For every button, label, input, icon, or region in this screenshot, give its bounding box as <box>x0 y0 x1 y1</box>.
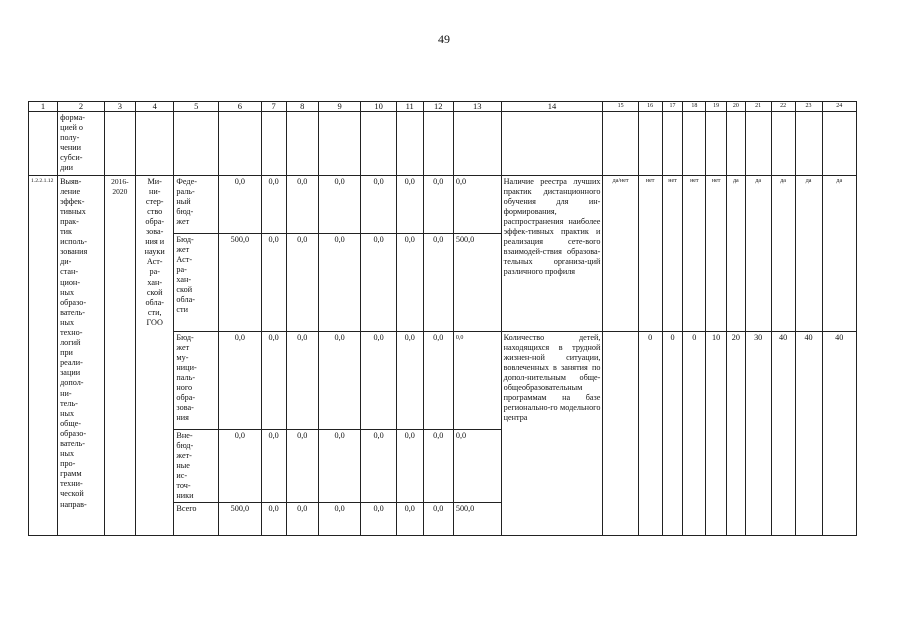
header-cell: 18 <box>683 102 706 112</box>
indicator-value: 20 <box>727 331 746 536</box>
header-cell: 24 <box>822 102 856 112</box>
funding-value: 500,0 <box>219 233 262 331</box>
table-cell <box>727 112 746 176</box>
indicator-text: Наличие реестра лучших практик дистанционного обучения для ин-формирования, распространения наиболее эффек-тивных практик и реализация сете-вого взаимодей-ствия образова-тельных организа-ций различного профиля <box>501 175 603 331</box>
funding-value: 0,0 <box>261 331 286 429</box>
table-cell <box>361 112 396 176</box>
funding-value: 0,0 <box>219 175 262 233</box>
indicator-value: да <box>795 175 822 331</box>
header-cell: 15 <box>603 102 638 112</box>
table-cell <box>286 112 318 176</box>
table-cell <box>135 112 173 176</box>
funding-value: 0,0 <box>423 331 453 429</box>
funding-value: 500,0 <box>219 503 262 536</box>
indicator-value: нет <box>638 175 662 331</box>
funding-value: 0,0 <box>361 429 396 503</box>
indicator-unit <box>603 331 638 536</box>
header-cell: 12 <box>423 102 453 112</box>
funding-value: 0,0 <box>318 503 361 536</box>
header-cell: 3 <box>104 102 135 112</box>
indicator-text: Количество детей, находящихся в трудной жизнен-ной ситуации, вовлеченных в занятия по допол-нительным обще-общеобразовательным программам на базе регионально-го модельного центра <box>501 331 603 536</box>
funding-value: 0,0 <box>423 175 453 233</box>
page-number: 49 <box>438 32 450 46</box>
table-header-row <box>29 102 857 112</box>
funding-value: 0,0 <box>423 233 453 331</box>
header-cell: 7 <box>261 102 286 112</box>
funding-value: 0,0 <box>453 175 501 233</box>
header-cell: 2 <box>58 102 105 112</box>
indicator-value: нет <box>662 175 683 331</box>
table-cell <box>318 112 361 176</box>
table-cell <box>396 112 423 176</box>
funding-value: 0,0 <box>453 429 501 503</box>
continuation-row <box>29 112 857 176</box>
header-cell: 19 <box>706 102 727 112</box>
table-cell <box>795 112 822 176</box>
funding-value: 0,0 <box>261 429 286 503</box>
table-cell <box>662 112 683 176</box>
table-cell <box>104 112 135 176</box>
indicator-value: нет <box>683 175 706 331</box>
header-cell: 16 <box>638 102 662 112</box>
program-measures-table <box>28 101 857 536</box>
funding-value: 0,0 <box>286 503 318 536</box>
indicator-value: да <box>771 175 795 331</box>
funding-source-label: Бюд- жет Аст- ра- хан- ской обла- сти <box>174 233 219 331</box>
table-cell <box>423 112 453 176</box>
funding-value: 0,0 <box>361 331 396 429</box>
indicator-value: да <box>727 175 746 331</box>
funding-value: 0,0 <box>286 429 318 503</box>
table-cell <box>29 112 58 176</box>
funding-source-label: Феде- раль- ный бюд- жет <box>174 175 219 233</box>
header-cell: 20 <box>727 102 746 112</box>
funding-value: 0,0 <box>318 429 361 503</box>
table-cell <box>501 112 603 176</box>
indicator-value: 40 <box>822 331 856 536</box>
funding-value: 0,0 <box>361 175 396 233</box>
indicator-value: 0 <box>683 331 706 536</box>
header-cell: 9 <box>318 102 361 112</box>
header-cell: 23 <box>795 102 822 112</box>
funding-value: 0,0 <box>361 503 396 536</box>
funding-value: 0,0 <box>396 175 423 233</box>
funding-value: 0,0 <box>423 429 453 503</box>
indicator-value: 10 <box>706 331 727 536</box>
funding-source-label: Всего <box>174 503 219 536</box>
funding-value: 0,0 <box>219 331 262 429</box>
funding-value: 0,0 <box>396 429 423 503</box>
table-cell <box>771 112 795 176</box>
continued-measure-text: форма- цией о полу- чении субси- дии <box>58 112 105 176</box>
table-cell <box>822 112 856 176</box>
indicator-value: да <box>822 175 856 331</box>
header-cell: 10 <box>361 102 396 112</box>
funding-value: 500,0 <box>453 233 501 331</box>
table-cell <box>453 112 501 176</box>
table-cell <box>261 112 286 176</box>
indicator-value: да <box>745 175 771 331</box>
header-cell: 14 <box>501 102 603 112</box>
indicator-unit: да/нет <box>603 175 638 331</box>
indicator-value: 0 <box>662 331 683 536</box>
table-cell <box>638 112 662 176</box>
funding-value: 0,0 <box>396 503 423 536</box>
header-cell: 4 <box>135 102 173 112</box>
funding-value: 0,0 <box>261 175 286 233</box>
funding-value: 500,0 <box>453 503 501 536</box>
funding-source-label: Вне- бюд- жет- ные ис- точ- ники <box>174 429 219 503</box>
measure-period: 2016- 2020 <box>104 175 135 536</box>
indicator-value: нет <box>706 175 727 331</box>
table-row <box>29 175 857 233</box>
header-cell: 5 <box>174 102 219 112</box>
table-cell <box>706 112 727 176</box>
indicator-value: 0 <box>638 331 662 536</box>
table-cell <box>683 112 706 176</box>
funding-source-label: Бюд- жет му- ници- паль- ного обра- зова- ния <box>174 331 219 429</box>
table-cell <box>219 112 262 176</box>
funding-value: 0,0 <box>219 429 262 503</box>
measure-executor: Ми- ни- стер- ство обра- зова- ния и науки Аст- ра- хан- ской обла- сти, ГОО <box>135 175 173 536</box>
header-cell: 11 <box>396 102 423 112</box>
measure-name: Выяв- ление эффек- тивных прак- тик исполь- зования ди- стан- цион- ных образо- ватель- ных техно- логий при реали- зации допол- ни- тель- ных обще- образо- ватель- ных про- грамм техни- ческой направ- <box>58 175 105 536</box>
table-cell <box>174 112 219 176</box>
funding-value: 0,0 <box>453 331 501 429</box>
funding-value: 0,0 <box>318 331 361 429</box>
header-cell: 17 <box>662 102 683 112</box>
funding-value: 0,0 <box>261 233 286 331</box>
header-cell: 22 <box>771 102 795 112</box>
funding-value: 0,0 <box>318 233 361 331</box>
measure-code: 1.2.2.1.12 <box>29 175 58 536</box>
table-cell <box>745 112 771 176</box>
funding-value: 0,0 <box>286 233 318 331</box>
funding-value: 0,0 <box>423 503 453 536</box>
header-cell: 21 <box>745 102 771 112</box>
funding-value: 0,0 <box>396 331 423 429</box>
indicator-value: 40 <box>771 331 795 536</box>
indicator-value: 30 <box>745 331 771 536</box>
funding-value: 0,0 <box>361 233 396 331</box>
funding-value: 0,0 <box>261 503 286 536</box>
indicator-value: 40 <box>795 331 822 536</box>
header-cell: 13 <box>453 102 501 112</box>
header-cell: 1 <box>29 102 58 112</box>
table-cell <box>603 112 638 176</box>
funding-value: 0,0 <box>286 331 318 429</box>
funding-value: 0,0 <box>286 175 318 233</box>
header-cell: 6 <box>219 102 262 112</box>
header-cell: 8 <box>286 102 318 112</box>
funding-value: 0,0 <box>318 175 361 233</box>
funding-value: 0,0 <box>396 233 423 331</box>
